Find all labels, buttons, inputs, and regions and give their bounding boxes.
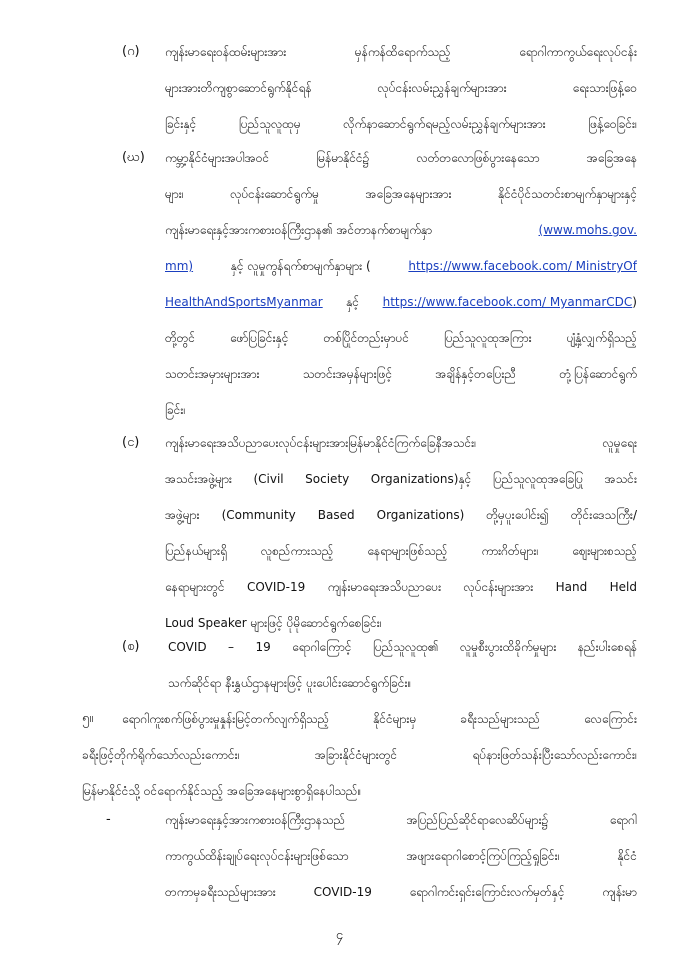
bullet-marker: - [106,812,111,827]
facebook-ministry-link-cont[interactable]: HealthAndSportsMyanmar [165,295,323,309]
mohs-website-link-cont[interactable]: mm) [165,259,194,273]
item-line-with-link [165,212,637,248]
item-line: ကမ္ဘာ့နိုင်ငံများအပါအဝင် မြန်မာနိုင်ငံ၌ လတ်တလောဖြစ်ပွားနေသော အခြေအနေ [165,151,637,165]
bullet-line: ကျန်းမာရေးနှင့်အားကစားဝန်ကြီးဌာနသည် အပြည်ပြည်ဆိုင်ရာလေဆိပ်များ၌ ရောဂါ [165,813,637,827]
mohs-website-link[interactable]: (www.mohs.gov. [538,223,637,237]
paragraph-number: ၅။ [82,711,94,726]
item-line-text: နှင့် [346,295,360,309]
item-line: အသင်းအဖွဲ့များ (Civil Society Organizations)နှင့် ပြည်သူလူထုအခြေပြု အသင်း [165,472,637,486]
item-line: ပြည်နယ်များရှိ လူစည်ကားသည့် နေရာများဖြစ်သည့် ကားဂိတ်များ၊ ဈေးများစသည့် [165,544,637,558]
item-line-with-link [165,248,637,284]
page-number: ၄ [335,928,344,943]
item-line: များအားတိကျစွာဆောင်ရွက်နိုင်ရန် လုပ်ငန်းလမ်းညွှန်ချက်များအား ရေးသားဖြန့်ဝေ [165,81,637,95]
item-line: ခြင်းနှင့် ပြည်သူလူထုမှ လိုက်နာဆောင်ရွက်ရမည့်လမ်းညွှန်ချက်များအား ဖြန့်ဝေခြင်း၊ [165,117,637,131]
item-line: ခြင်း၊ [165,403,186,417]
item-line: များ၊ လုပ်ငန်းဆောင်ရွက်မှု အခြေအနေများအား နိုင်ငံပိုင်သတင်းစာမျက်နှာများနှင့် [165,187,637,201]
item-line: သက်ဆိုင်ရာ နီးနွှယ်ဌာနများဖြင့် ပူးပေါင်းဆောင်ရွက်ခြင်း။ [168,676,412,690]
item-line-text: ) [632,295,637,309]
item-line: ကျန်းမာရေးဝန်ထမ်းများအား မှန်ကန်ထိရောက်သည့် ရောဂါကာကွယ်ရေးလုပ်ငန်း [165,45,637,59]
paragraph-line: ခရီးဖြင့်တိုက်ရိုက်သော်လည်းကောင်း၊ အခြားနိုင်ငံများတွင် ရပ်နားဖြတ်သန်းပြီးသော်လည်းကောင်း၊ [82,748,637,762]
facebook-cdc-link[interactable]: https://www.facebook.com/ MyanmarCDC [382,295,633,309]
item-label: (စ) [122,639,140,654]
bullet-line: ကာကွယ်ထိန်းချုပ်ရေးလုပ်ငန်းများဖြစ်သော အဖျားရောဂါစောင့်ကြပ်ကြည့်ရှုခြင်း၊ နိုင်ငံ [165,849,637,863]
item-line: သတင်းအမှားများအား သတင်းအမှန်များဖြင့် အချိန်နှင့်တပြေးညီ တုံ့ပြန်ဆောင်ရွက် [165,367,637,381]
bullet-line: တကာမှခရီးသည်များအား COVID-19 ရောဂါကင်းရှင်းကြောင်းလက်မှတ်နှင့် ကျန်းမာ [165,885,637,899]
item-line-text: နှင့် လူမှုကွန်ရက်စာမျက်နှာများ ( [230,259,371,273]
item-line: အဖွဲ့များ (Community Based Organizations) တို့မှပူးပေါင်း၍ တိုင်းဒေသကြီး/ [165,508,637,522]
item-line: COVID – 19 ရောဂါကြောင့် ပြည်သူလူထု၏ လူမှုစီးပွားထိခိုက်မှုများ နည်းပါးစေရန် [168,640,637,654]
item-label: (ဃ) [122,150,145,165]
item-label: (ဂ) [122,44,140,59]
item-line-text: ကျန်းမာရေးနှင့်အားကစားဝန်ကြီးဌာန၏ အင်တာနက်စာမျက်နှာ [165,223,433,237]
item-line: ကျန်းမာရေးအသိပညာပေးလုပ်ငန်းများအားမြန်မာနိုင်ငံကြက်ခြေနီအသင်း၊ လူမှုရေး [165,436,637,450]
item-label: (င) [122,435,140,450]
item-line: တို့တွင် ဖော်ပြခြင်းနှင့် တစ်ပြိုင်တည်းမှာပင် ပြည်သူလူထုအကြား ပျံ့နှံ့လျှက်ရှိသည့် [165,331,637,345]
paragraph-line: မြန်မာနိုင်ငံသို့ ဝင်ရောက်နိုင်သည့် အခြေအနေများစွာရှိနေပါသည်။ [82,784,362,798]
item-line-with-link [165,284,637,320]
item-line: Loud Speaker များဖြင့် ပိုမိုဆောင်ရွက်စေခြင်း၊ [165,616,382,630]
facebook-ministry-link[interactable]: https://www.facebook.com/ MinistryOf [408,259,637,273]
cdc-link-group [383,284,637,320]
paragraph-line: ရောဂါကူးစက်ဖြစ်ပွားမှုနှုန်းမြင့်တက်လျက်ရှိသည့် နိုင်ငံများမှ ခရီးသည်များသည် လေကြောင်း [122,712,637,726]
item-line: နေရာများတွင် COVID-19 ကျန်းမာရေးအသိပညာပေး လုပ်ငန်းများအား Hand Held [165,580,637,594]
